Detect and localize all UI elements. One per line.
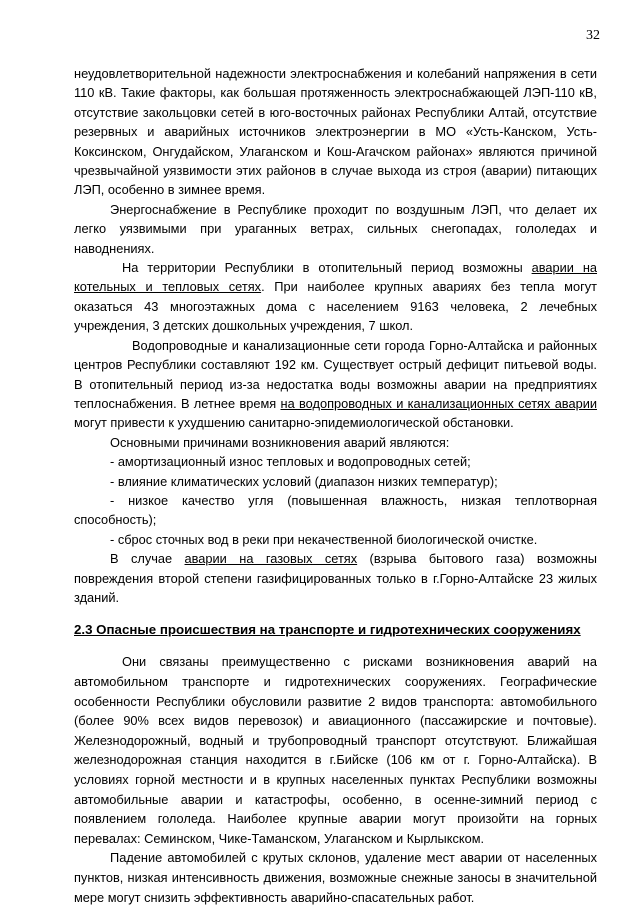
paragraph-rescue-conditions: Падение автомобилей с крутых склонов, удаление мест аварии от населенных пунктов, низкая интенсивность движения, возможные снежные заносы в значительной мере могут снизить эффективность аварийно-спасательных работ. bbox=[74, 850, 597, 905]
underlined-phrase-gas: аварии на газовых сетях bbox=[184, 551, 358, 567]
paragraph-gas-networks bbox=[74, 549, 597, 607]
underlined-phrase-water: на водопроводных и канализационных сетях аварии bbox=[280, 395, 597, 411]
text-fragment: Водопроводные и канализационные сети города Горно-Алтайска и районных центров Республики составляют 192 км. Существует острый дефицит питьевой воды. В отопительный период из-за недостатка воды возможны аварии на предприятиях теплоснабжения. В летнее время bbox=[74, 337, 597, 411]
page-body bbox=[74, 64, 597, 907]
text-fragment: могут привести к ухудшению санитарно-эпидемиологической обстановки. bbox=[74, 415, 514, 431]
underlined-phrase-heating: аварии на котельных и тепловых сетях bbox=[74, 260, 598, 295]
paragraph-water-networks bbox=[74, 336, 597, 433]
page-number: 32 bbox=[586, 28, 600, 43]
paragraph-power-reliability: неудовлетворительной надежности электроснабжения и колебаний напряжения в сети 110 кВ. Такие факторы, как большая протяженность электроснабжающей ЛЭП-110 кВ, отсутствие закольцовки сетей в юго-восточных районах Республики Алтай, отсутствие резервных и аварийных источников электроэнергии в МО «Усть-Канском, Усть-Коксинском, Онгудайском, Улаганском и Кош-Агачском районах» являются причиной чрезвычайной уязвимости этих районов в случае выхода из строя (аварии) питающих ЛЭП, особенно в зимнее время. bbox=[74, 66, 597, 198]
paragraph-heating-networks bbox=[74, 258, 597, 336]
text-fragment: (взрыва бытового газа) возможны повреждения второй степени газифицированных только в г.Горно-Алтайске 23 жилых зданий. bbox=[74, 551, 597, 605]
paragraph-causes-intro: Основными причинами возникновения аварий являются: bbox=[110, 434, 450, 450]
text-fragment: На территории Республики в отопительный период возможны bbox=[122, 260, 532, 276]
paragraph-transport-risks: Они связаны преимущественно с рисками возникновения аварий на автомобильном транспорте и гидротехнических сооружениях. Географические особенности Республики обусловили развитие 2 видов транспорта: автомобильного (более 90% всех видов перевозок) и авиационного (пассажирские и почтовые). Железнодорожный, водный и трубопроводный транспорт отсутствуют. Ближайшая железнодорожная станция находится в г.Бийске (106 км от г. Горно-Алтайска). В условиях горной местности и в крупных населенных пунктах Республики возможны автомобильные аварии и катастрофы, особенно, в осенне-зимний период с появлением гололеда. Наиболее крупные аварии могут произойти на горных перевалах: Семинском, Чике-Таманском, Улаганском и Кырлыкском. bbox=[74, 654, 597, 846]
list-item-cause: - низкое качество угля (повышенная влажность, низкая теплотворная способность); bbox=[74, 492, 597, 528]
text-fragment: . При наиболее крупных авариях без тепла могут оказаться 43 многоэтажных дома с населением 9163 человека, 2 лечебных учреждения, 3 детских дошкольных учреждения, 7 школ. bbox=[74, 279, 598, 334]
paragraph-power-lines: Энергоснабжение в Республике проходит по воздушным ЛЭП, что делает их легко уязвимыми при ураганных ветрах, сильных снегопадах, гололедах и наводнениях. bbox=[74, 201, 597, 256]
list-item-cause: - влияние климатических условий (диапазон низких температур); bbox=[110, 473, 498, 489]
list-item-cause: - амортизационный износ тепловых и водопроводных сетей; bbox=[110, 454, 471, 470]
section-transport bbox=[74, 652, 597, 907]
list-item-cause: - сброс сточных вод в реки при некачественной биологической очистке. bbox=[110, 531, 538, 547]
text-fragment: В случае bbox=[110, 551, 185, 567]
section-heading: 2.3 Опасные происшествия на транспорте и гидротехнических сооружениях bbox=[74, 622, 581, 638]
